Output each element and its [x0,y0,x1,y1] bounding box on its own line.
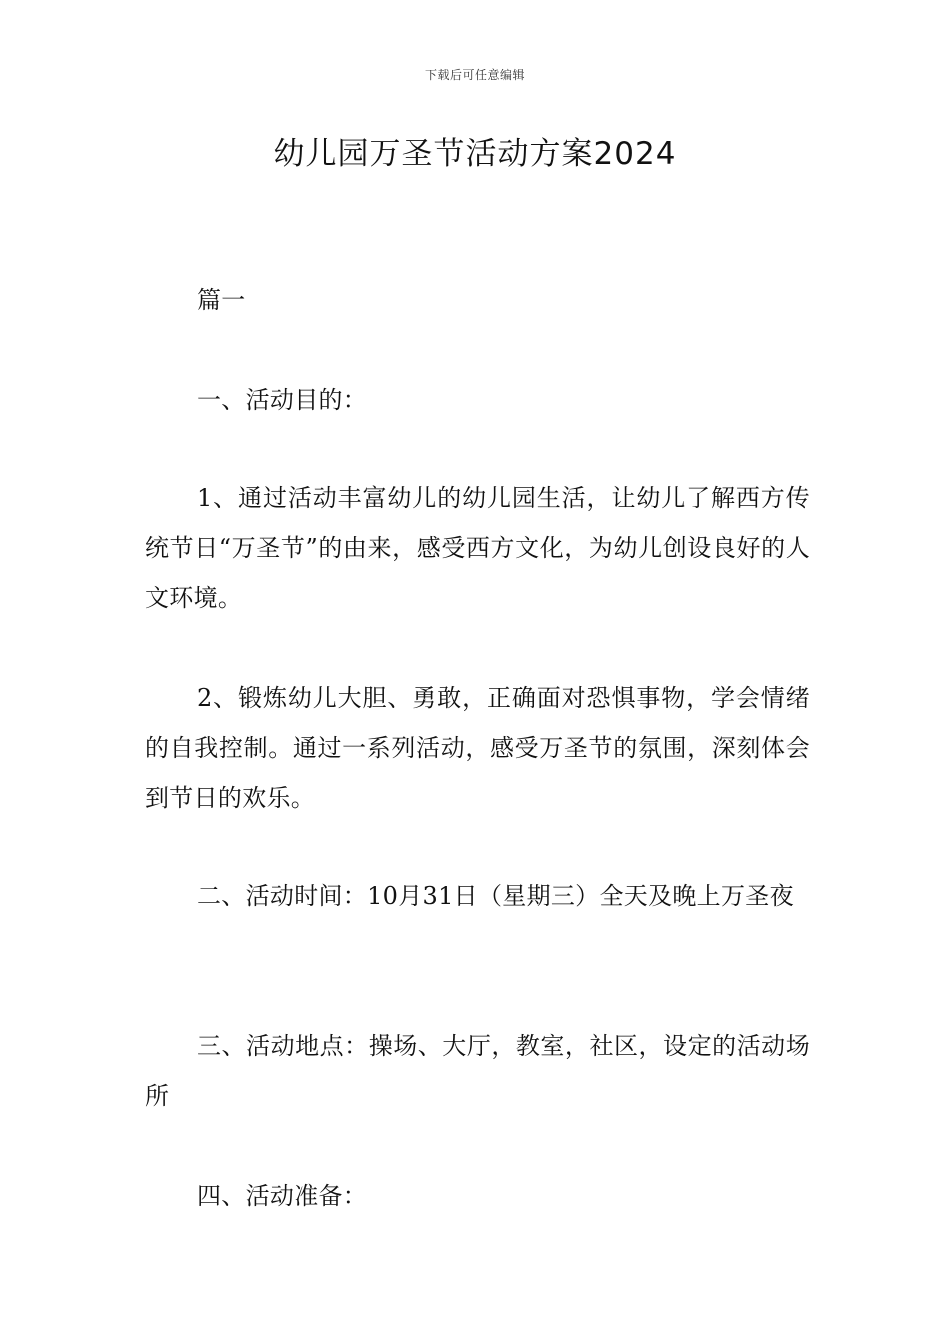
activity-time: 二、活动时间：10月31日（星期三）全天及晚上万圣夜 [197,882,794,910]
heading-objectives: 一、活动目的： [197,386,368,414]
objective-item-2: 2、锻炼幼儿大胆、勇敢，正确面对恐惧事物，学会情绪的自我控制。通过一系列活动，感受万圣节的氛围，深刻体会到节日的欢乐。 [145,684,810,812]
header-note: 下载后可任意编辑 [424,68,525,82]
section-label: 篇一 [197,286,246,314]
heading-preparation: 四、活动准备： [197,1182,368,1210]
objective-item-1: 1、通过活动丰富幼儿的幼儿园生活，让幼儿了解西方传统节日“万圣节”的由来，感受西方文化，为幼儿创设良好的人文环境。 [145,484,810,612]
document-title: 幼儿园万圣节活动方案2024 [273,136,677,172]
activity-location: 三、活动地点：操场、大厅，教室，社区，设定的活动场所 [145,1032,810,1110]
